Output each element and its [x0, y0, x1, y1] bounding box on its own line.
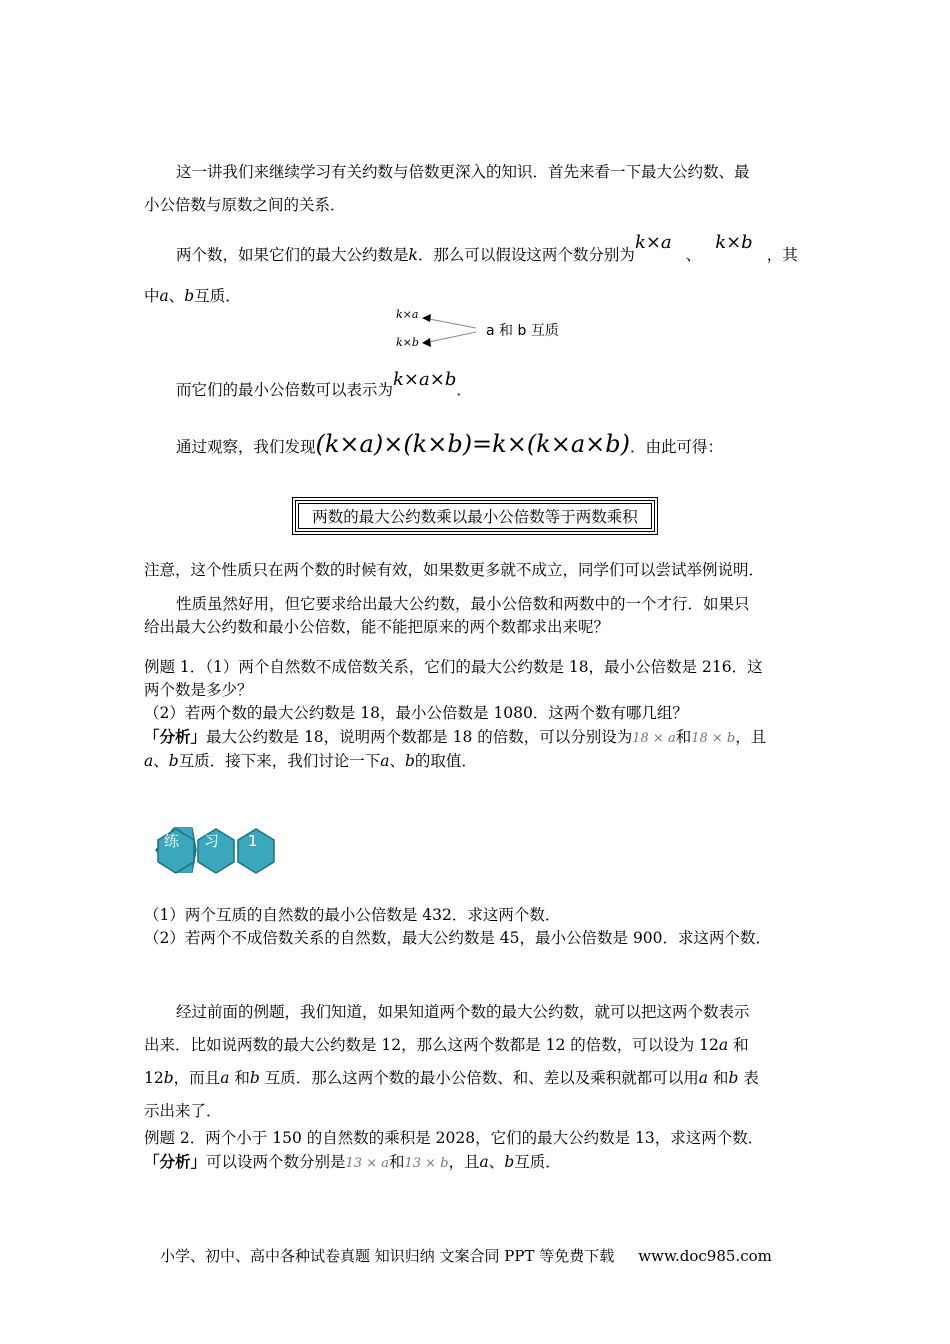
text: 、 — [168, 287, 185, 305]
math-a: a — [380, 752, 390, 770]
math-b: b — [728, 1069, 739, 1087]
math-a: a — [479, 1153, 489, 1171]
math-a: a — [718, 1036, 729, 1054]
gcd-assumption-line — [176, 232, 816, 278]
text: 和 — [708, 1069, 729, 1087]
page-footer — [160, 1245, 810, 1266]
practice-q2: （2）若两个不成倍数关系的自然数，最大公约数是 45，最小公倍数是 900．求这两个数． — [144, 929, 772, 947]
summary-line-3 — [144, 1062, 810, 1095]
math-b: b — [404, 752, 415, 770]
text: 互质． — [514, 1153, 561, 1171]
text: 两个数，如果它们的最大公约数是 — [176, 246, 409, 264]
observation-line — [176, 424, 723, 467]
text: 互质． — [194, 287, 241, 305]
diagram-label-ka: k×a — [396, 308, 419, 321]
text: 和 — [388, 1153, 405, 1171]
text: 、 — [153, 752, 169, 770]
summary-line-2 — [144, 1029, 810, 1062]
summary-line-1: 经过前面的例题，我们知道，如果知道两个数的最大公约数，就可以把这两个数表示 — [176, 1003, 750, 1021]
property-paragraph — [144, 593, 810, 639]
text: ，而且 — [173, 1069, 221, 1087]
text: ．由此可得： — [629, 438, 723, 456]
badge-char-3: 1 — [248, 832, 258, 850]
text: ．那么可以假设这两个数分别为 — [417, 246, 635, 264]
diagram-label-kb: k×b — [396, 336, 419, 349]
footer-text: 小学、初中、高中各种试卷真题 知识归纳 文案合同 PPT 等免费下载 — [160, 1247, 615, 1265]
math-b: b — [249, 1069, 260, 1087]
summary-paragraph — [144, 996, 810, 1128]
rule-text: 两数的最大公约数乘以最小公倍数等于两数乘积 — [312, 508, 638, 526]
text: 互质．那么这两个数的最小公倍数、和、差以及乘积就都可以用 — [259, 1069, 699, 1087]
text: ，其 — [766, 246, 798, 264]
text: 12 — [144, 1069, 164, 1087]
practice-badge — [154, 826, 280, 876]
text: 和 — [728, 1036, 749, 1054]
example-1-analysis-line-2 — [144, 750, 810, 773]
text: ，且 — [448, 1153, 480, 1171]
math-18a: 18 × a — [632, 731, 676, 746]
property-line-2: 给出最大公约数和最小公倍数，能不能把原来的两个数都求出来呢？ — [144, 618, 610, 636]
lcm-line — [176, 369, 472, 408]
example-2-analysis — [144, 1150, 810, 1175]
intro-paragraph — [144, 156, 810, 222]
intro-line-1: 这一讲我们来继续学习有关约数与倍数更深入的知识．首先来看一下最大公约数、最 — [176, 163, 750, 181]
example-2 — [144, 1127, 810, 1175]
text: 、 — [389, 752, 405, 770]
boxed-rule — [295, 500, 655, 532]
text: 表 — [738, 1069, 759, 1087]
example-1-analysis — [144, 725, 810, 750]
text: 的取值． — [414, 752, 477, 770]
text: 、 — [488, 1153, 505, 1171]
text: ，且 — [735, 728, 767, 746]
math-13b: 13 × b — [404, 1156, 449, 1171]
text: 可以设两个数分别是 — [206, 1153, 346, 1171]
math-b: b — [168, 752, 179, 770]
property-line-1: 性质虽然好用，但它要求给出最大公约数，最小公倍数和两数中的一个才行．如果只 — [176, 595, 750, 613]
text: 而它们的最小公倍数可以表示为 — [176, 381, 394, 399]
coprime-diagram — [396, 306, 596, 356]
practice-q1: （1）两个互质的自然数的最小公倍数是 432．求这两个数． — [144, 906, 561, 924]
text: 互质．接下来，我们讨论一下 — [178, 752, 381, 770]
analysis-tag: 「分析」 — [144, 727, 207, 746]
badge-char-2: 习 — [204, 832, 220, 850]
example-1-q1-line-2: 两个数是多少？ — [144, 681, 253, 699]
text: 和 — [675, 728, 692, 746]
math-a: a — [159, 287, 169, 305]
example-1-q2: （2）若两个数的最大公约数是 18，最小公倍数是 1080．这两个数有哪几组？ — [144, 704, 688, 722]
text: ． — [456, 381, 472, 399]
math-b: b — [163, 1069, 174, 1087]
diagram-arrows — [420, 310, 480, 350]
example-1 — [144, 656, 810, 773]
footer-url[interactable]: www.doc985.com — [638, 1247, 772, 1265]
practice-questions — [144, 904, 810, 950]
text: 最大公约数是 18，说明两个数都是 18 的倍数，可以分别设为 — [206, 728, 633, 746]
intro-line-2: 小公倍数与原数之间的关系． — [144, 196, 346, 214]
coprime-line — [144, 282, 241, 310]
text: 中 — [144, 287, 160, 305]
math-expr-kab: k×a×b — [393, 369, 457, 390]
text: 出来．比如说两数的最大公约数是 12，那么这两个数都是 12 的倍数，可以设为 12 — [144, 1036, 719, 1054]
diagram-note: a 和 b 互质 — [486, 323, 559, 339]
math-identity: (k×a)×(k×b)=k×(k×a×b) — [315, 430, 630, 458]
math-a: a — [144, 752, 154, 770]
note-line: 注意，这个性质只在两个数的时候有效，如果数更多就不成立，同学们可以尝试举例说明． — [144, 561, 765, 579]
math-b: b — [504, 1153, 515, 1171]
badge-char-1: 练 — [164, 832, 180, 850]
math-b: b — [184, 287, 195, 305]
example-1-q1-line-1: 例题 1．（1）两个自然数不成倍数关系，它们的最大公约数是 18，最小公倍数是 216．这 — [144, 658, 763, 676]
math-13a: 13 × a — [345, 1156, 389, 1171]
example-2-question: 例题 2．两个小于 150 的自然数的乘积是 2028，它们的最大公约数是 13，求这两个数． — [144, 1129, 764, 1147]
math-expr-ka: k×a — [634, 232, 672, 253]
summary-line-4: 示出来了． — [144, 1102, 222, 1120]
math-k: k — [408, 246, 418, 264]
math-18b: 18 × b — [691, 731, 736, 746]
text: 和 — [229, 1069, 250, 1087]
text: 通过观察，我们发现 — [176, 438, 316, 456]
math-expr-kb: k×b — [715, 232, 753, 253]
math-a: a — [698, 1069, 708, 1087]
math-a: a — [220, 1069, 230, 1087]
separator: 、 — [685, 246, 702, 264]
analysis-tag: 「分析」 — [144, 1152, 207, 1171]
